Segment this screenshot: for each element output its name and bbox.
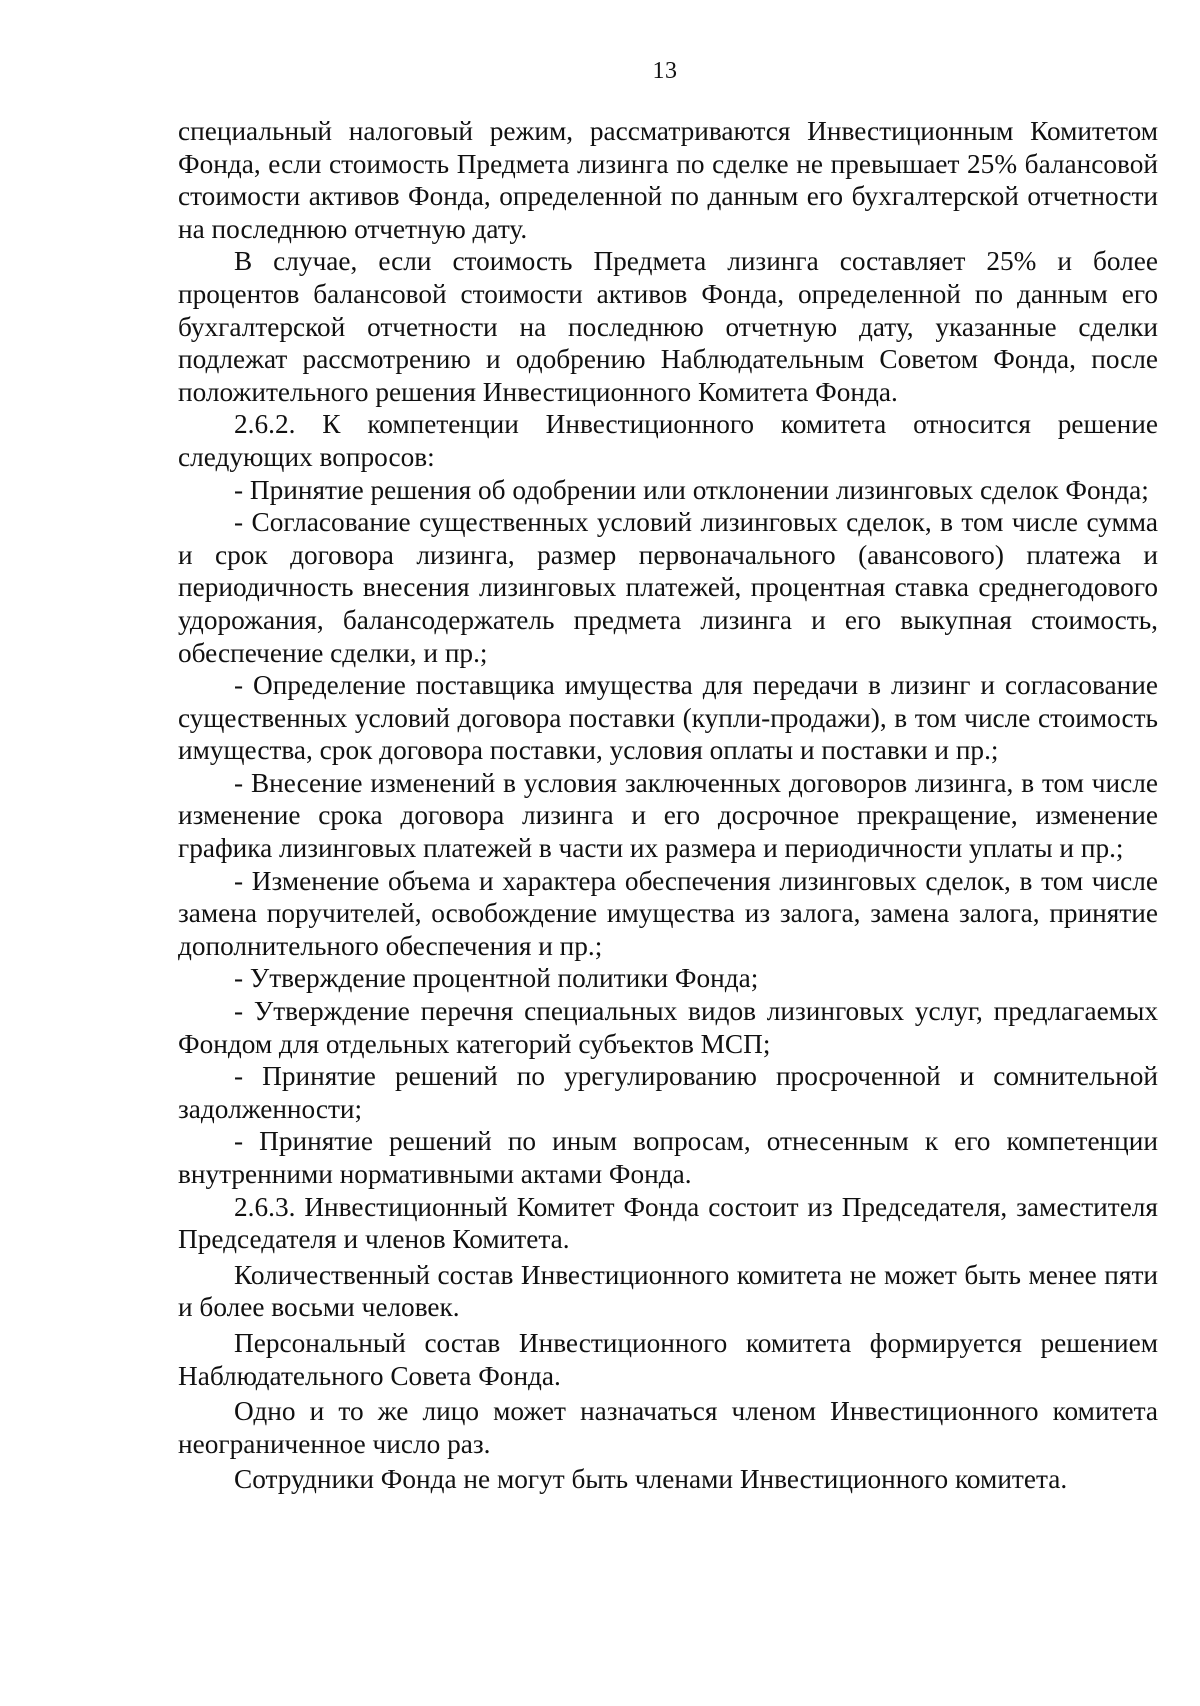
- document-body: [178, 115, 1158, 1496]
- list-item: - Утверждение перечня специальных видов лизинговых услуг, предлагаемых Фондом для отдельных категорий субъектов МСП;: [178, 996, 1158, 1059]
- paragraph: Количественный состав Инвестиционного комитета не может быть менее пяти и более восьми человек.: [178, 1259, 1158, 1323]
- list-item: - Определение поставщика имущества для передачи в лизинг и согласование существенных условий договора поставки (купли-продажи), в том числе стоимость имущества, срок договора поставки, условия оплаты и поставки и пр.;: [178, 670, 1158, 766]
- list-item: - Изменение объема и характера обеспечения лизинговых сделок, в том числе замена поручителей, освобождение имущества из залога, замена залога, принятие дополнительного обеспечения и пр.;: [178, 865, 1158, 961]
- page-number: 13: [652, 58, 678, 84]
- paragraph: Одно и то же лицо может назначаться членом Инвестиционного комитета неограниченное число раз.: [178, 1396, 1158, 1459]
- paragraph: Сотрудники Фонда не могут быть членами Инвестиционного комитета.: [234, 1464, 1068, 1495]
- list-item: - Внесение изменений в условия заключенных договоров лизинга, в том числе изменение срока договора лизинга и его досрочное прекращение, изменение графика лизинговых платежей в части их размера и периодичности уплаты и пр.;: [178, 767, 1158, 864]
- section-2-6-3: 2.6.3. Инвестиционный Комитет Фонда состоит из Председателя, заместителя Председателя и членов Комитета.: [178, 1191, 1158, 1255]
- list-item: - Согласование существенных условий лизинговых сделок, в том числе сумма и срок договора лизинга, размер первоначального (авансового) платежа и периодичность внесения лизинговых платежей, процентная ставка среднегодового удорожания, балансодержатель предмета лизинга и его выкупная стоимость, обеспечение сделки, и пр.;: [178, 507, 1158, 668]
- list-item: - Принятие решений по иным вопросам, отнесенным к его компетенции внутренними нормативными актами Фонда.: [178, 1126, 1158, 1189]
- list-item: - Принятие решений по урегулированию просроченной и сомнительной задолженности;: [178, 1061, 1158, 1124]
- paragraph: Персональный состав Инвестиционного комитета формируется решением Наблюдательного Совета Фонда.: [178, 1327, 1158, 1391]
- paragraph: В случае, если стоимость Предмета лизинга составляет 25% и более процентов балансовой стоимости активов Фонда, определенной по данным его бухгалтерской отчетности на последнюю отчетную дату, указанные сделки подлежат рассмотрению и одобрению Наблюдательным Советом Фонда, после положительного решения Инвестиционного Комитета Фонда.: [178, 246, 1158, 407]
- list-item: - Утверждение процентной политики Фонда;: [234, 963, 759, 994]
- paragraph-continuation: специальный налоговый режим, рассматриваются Инвестиционным Комитетом Фонда, если стоимость Предмета лизинга по сделке не превышает 25% балансовой стоимости активов Фонда, определенной по данным его бухгалтерской отчетности на последнюю отчетную дату.: [178, 116, 1158, 244]
- list-item: - Принятие решения об одобрении или отклонении лизинговых сделок Фонда;: [234, 474, 1149, 505]
- section-2-6-2: 2.6.2. К компетенции Инвестиционного комитета относится решение следующих вопросов:: [178, 409, 1158, 472]
